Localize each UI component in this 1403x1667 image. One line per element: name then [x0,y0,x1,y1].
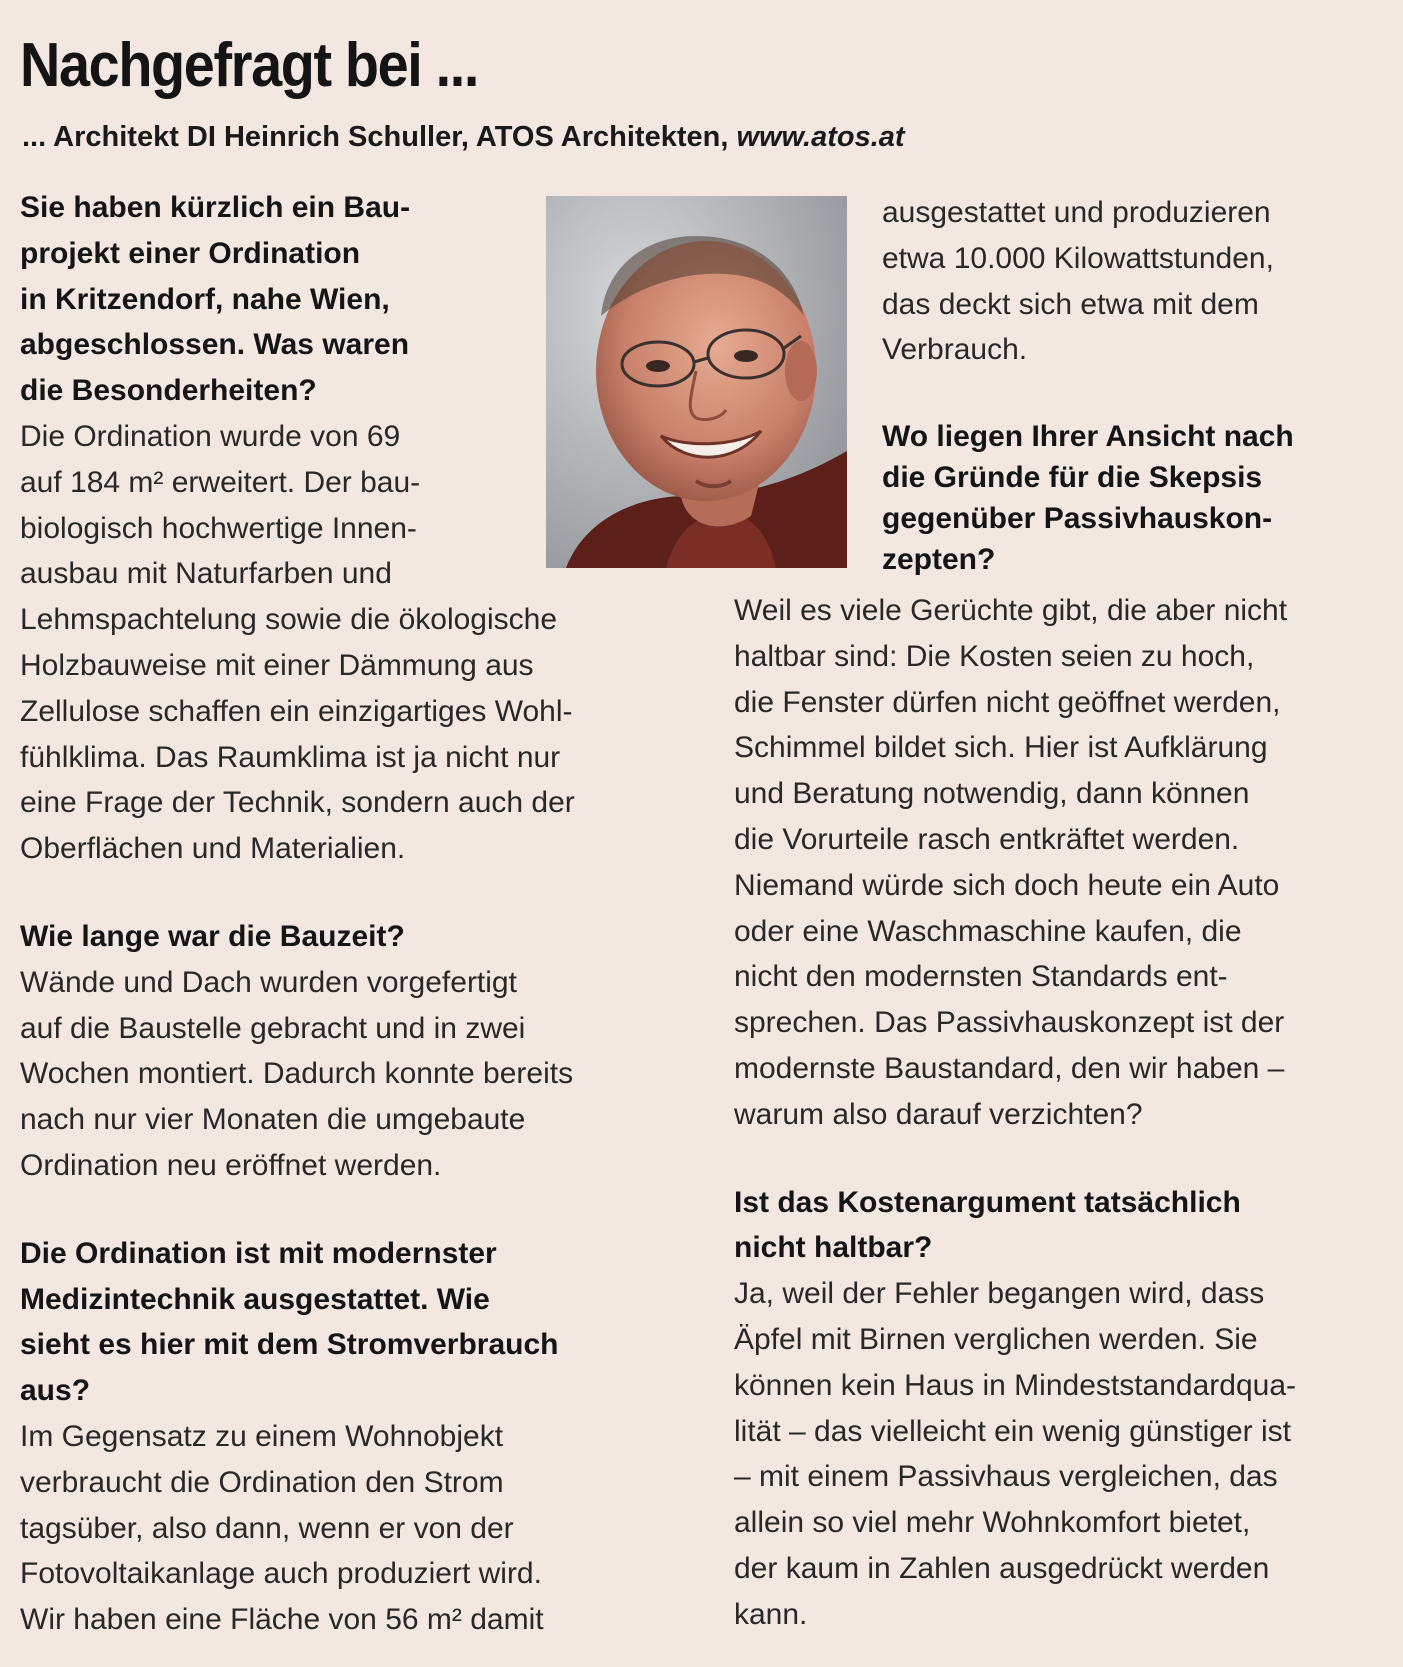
answer-line: Fotovoltaikanlage auch produziert wird. [20,1557,542,1591]
answer-line: können kein Haus in Mindeststandardqua- [734,1368,1297,1402]
answer-line: Ordination neu eröffnet werden. [20,1148,442,1182]
answer-line: Äpfel mit Birnen verglichen werden. Sie [734,1322,1258,1356]
answer-line: auf 184 m² erweitert. Der bau- [20,465,421,499]
question-line: Die Ordination ist mit modernster [20,1236,497,1270]
answer-line: der kaum in Zahlen ausgedrückt werden [734,1551,1270,1585]
answer-line: allein so viel mehr Wohnkomfort bietet, [734,1506,1251,1540]
question-5 [734,1180,1402,1272]
answer-line: Niemand würde sich doch heute ein Auto [734,868,1280,902]
interview-block-2 [20,914,670,1189]
answer-line: verbraucht die Ordination den Strom [20,1465,504,1499]
answer-line: Wände und Dach wurden vorgefertigt [20,965,517,999]
answer-line: die Fenster dürfen nicht geöffnet werden, [734,685,1281,719]
question-line: abgeschlossen. Was waren [20,328,410,362]
question-line: die Besonderheiten? [20,374,317,408]
byline-text: ... Architekt DI Heinrich Schuller, ATOS Architekten, [22,121,737,153]
answer-line: Die Ordination wurde von 69 [20,419,401,453]
question-line: nicht haltbar? [734,1231,933,1265]
answer-line: Zellulose schaffen ein einzigartiges Wohl- [20,694,573,728]
right-column [734,588,1402,1667]
question-1 [20,185,670,414]
interview-block-5 [734,1180,1402,1638]
interview-block-1 [20,185,670,872]
question-line: Wie lange war die Bauzeit? [20,919,405,953]
answer-line: das deckt sich etwa mit dem [882,287,1259,321]
answer-line: die Vorurteile rasch entkräftet werden. [734,822,1240,856]
answer-line: nicht den modernsten Standards ent- [734,960,1228,994]
question-line: gegenüber Passivhauskon- [882,502,1273,535]
answer-line: Ja, weil der Fehler begangen wird, dass [734,1277,1265,1311]
question-line: die Gründe für die Skepsis [882,461,1263,494]
right-column-continuation [882,190,1402,373]
question-line: projekt einer Ordination [20,236,361,270]
page-title: Nachgefragt bei ... [20,31,479,100]
answer-line: tagsüber, also dann, wenn er von der [20,1511,514,1545]
answer-line: ausgestattet und produzieren [882,196,1271,229]
answer-line: modernste Baustandard, den wir haben – [734,1051,1285,1085]
interview-block-3 [20,1231,670,1643]
answer-4 [734,588,1402,1138]
answer-line: Im Gegensatz zu einem Wohnobjekt [20,1419,504,1453]
answer-line: nach nur vier Monaten die umgebaute [20,1103,526,1137]
question-line: Wo liegen Ihrer Ansicht nach [882,420,1294,453]
answer-2 [20,960,670,1189]
answer-line: Lehmspachtelung sowie die ökologische [20,603,558,637]
answer-line: Schimmel bildet sich. Hier ist Aufklärung [734,731,1268,765]
answer-line: warum also darauf verzichten? [734,1097,1143,1131]
answer-line: etwa 10.000 Kilowattstunden, [882,241,1274,275]
website-link[interactable]: www.atos.at [736,121,905,153]
question-line: in Kritzendorf, nahe Wien, [20,282,390,316]
answer-3 [20,1414,670,1643]
answer-line: haltbar sind: Die Kosten seien zu hoch, [734,639,1255,673]
answer-line: Weil es viele Gerüchte gibt, die aber nicht [734,594,1288,627]
answer-line: Wir haben eine Fläche von 56 m² damit [20,1603,544,1637]
question-line: Sie haben kürzlich ein Bau- [20,191,411,224]
left-column [20,185,670,1667]
answer-1 [20,414,670,872]
answer-line: oder eine Waschmaschine kaufen, die [734,914,1242,948]
question-line: sieht es hier mit dem Stromverbrauch [20,1328,559,1362]
answer-line: fühlklima. Das Raumklima ist ja nicht nur [20,740,561,774]
answer-line: Wochen montiert. Dadurch konnte bereits [20,1057,574,1091]
answer-line: ausbau mit Naturfarben und [20,557,392,591]
answer-line: biologisch hochwertige Innen- [20,511,417,545]
answer-line: Oberflächen und Materialien. [20,832,406,866]
answer-line: eine Frage der Technik, sondern auch der [20,786,575,820]
question-line: zepten? [882,543,996,576]
interviewee-byline [22,121,905,154]
answer-line: auf die Baustelle gebracht und in zwei [20,1011,526,1045]
answer-5 [734,1271,1402,1637]
answer-line: Holzbauweise mit einer Dämmung aus [20,648,534,682]
question-line: Medizintechnik ausgestattet. Wie [20,1282,490,1316]
question-line: Ist das Kostenargument tatsächlich [734,1185,1241,1219]
question-line: aus? [20,1374,91,1408]
answer-line: sprechen. Das Passivhauskonzept ist der [734,1006,1285,1040]
question-3 [20,1231,670,1414]
answer-line: – mit einem Passivhaus vergleichen, das [734,1460,1278,1494]
answer-line: lität – das vielleicht ein wenig günstiger ist [734,1414,1291,1448]
answer-line: Verbrauch. [882,333,1028,367]
question-2 [20,914,670,960]
answer-line: und Beratung notwendig, dann können [734,777,1250,811]
question-4 [882,416,1402,580]
answer-line: kann. [734,1597,808,1631]
